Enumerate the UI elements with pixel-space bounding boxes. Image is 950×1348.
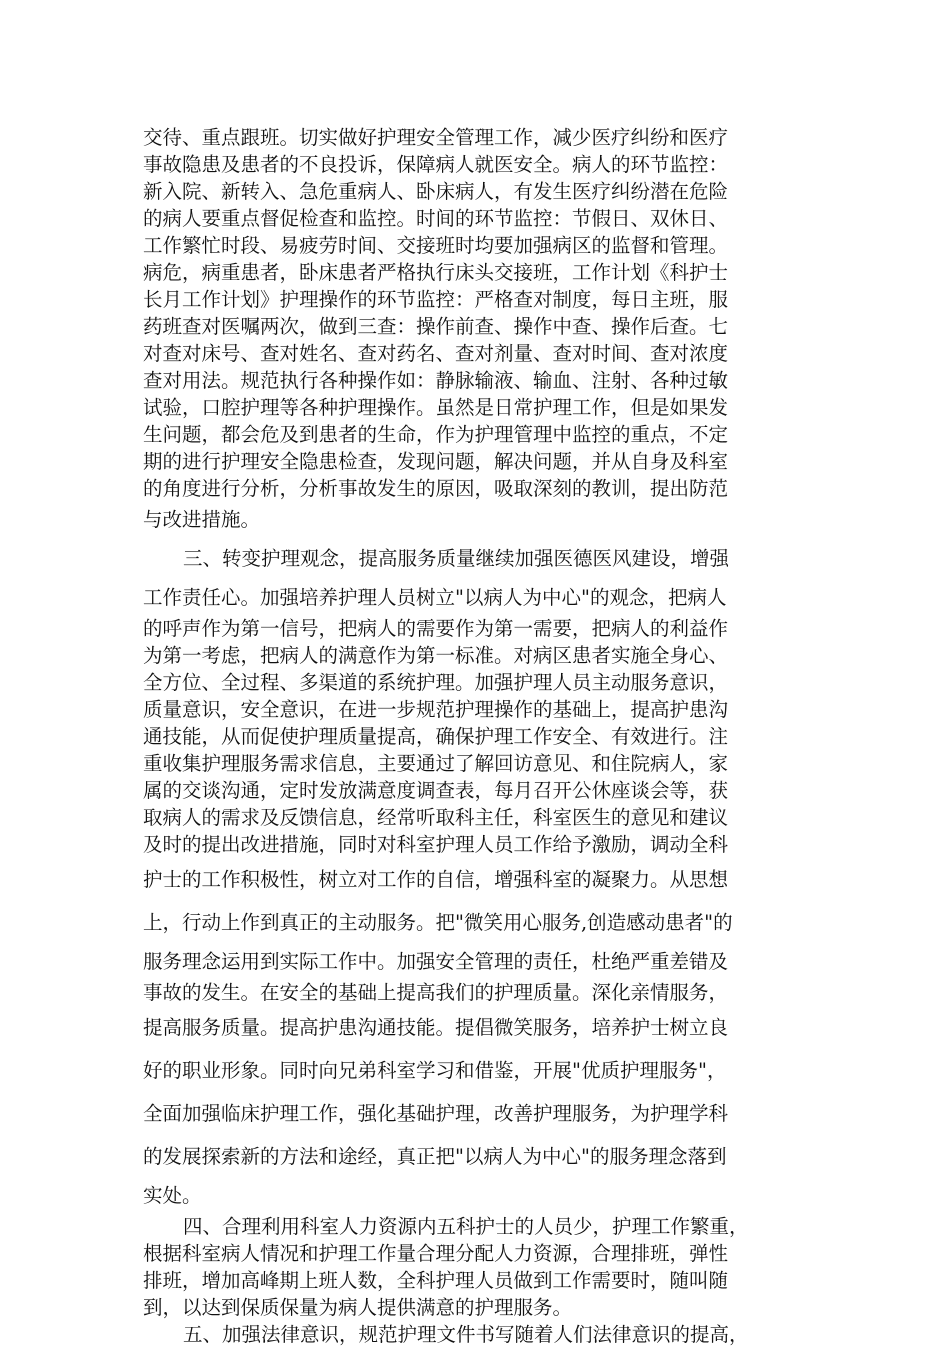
text-line: 为第一考虑，把病人的满意作为第一标准。对病区患者实施全身心、 — [143, 644, 729, 667]
text-line: 对查对床号、查对姓名、查对药名、查对剂量、查对时间、查对浓度 — [143, 342, 729, 365]
document-body — [143, 124, 811, 1348]
text-line: 根据科室病人情况和护理工作量合理分配人力资源，合理排班，弹性 — [143, 1242, 729, 1265]
text-line: 通技能，从而促使护理质量提高，确保护理工作安全、有效进行。注 — [143, 725, 729, 748]
text-line: 病危，病重患者，卧床患者严格执行床头交接班，工作计划《科护士 — [143, 261, 729, 284]
text-line: 工作繁忙时段、易疲劳时间、交接班时均要加强病区的监督和管理。 — [143, 234, 729, 257]
paragraph-heading-3: 三、转变护理观念，提高服务质量继续加强医德医风建设，增强 — [183, 547, 730, 570]
text-line: 与改进措施。 — [143, 508, 261, 531]
text-line: 工作责任心。加强培养护理人员树立"以病人为中心"的观念，把病人 — [143, 586, 727, 609]
text-line: 的病人要重点督促检查和监控。时间的环节监控：节假日、双休日、 — [143, 207, 729, 230]
paragraph-heading-4: 四、合理利用科室人力资源内五科护士的人员少，护理工作繁重， — [183, 1215, 749, 1238]
text-line: 期的进行护理安全隐患检查，发现问题，解决问题，并从自身及科室 — [143, 450, 729, 473]
text-line: 交待、重点跟班。切实做好护理安全管理工作，减少医疗纠纷和医疗 — [143, 126, 729, 149]
text-line: 新入院、新转入、急危重病人、卧床病人，有发生医疗纠纷潜在危险 — [143, 180, 729, 203]
text-line: 服务理念运用到实际工作中。加强安全管理的责任，杜绝严重差错及 — [143, 950, 729, 973]
text-line: 全面加强临床护理工作，强化基础护理，改善护理服务，为护理学科 — [143, 1102, 729, 1125]
text-line: 及时的提出改进措施，同时对科室护理人员工作给予激励，调动全科 — [143, 833, 729, 856]
text-line: 提高服务质量。提高护患沟通技能。提倡微笑服务，培养护士树立良 — [143, 1016, 729, 1039]
text-line: 护士的工作积极性，树立对工作的自信，增强科室的凝聚力。从思想 — [143, 868, 729, 891]
text-line: 重收集护理服务需求信息，主要通过了解回访意见、和住院病人，家 — [143, 752, 729, 775]
paragraph-heading-5: 五、加强法律意识，规范护理文件书写随着人们法律意识的提高， — [183, 1323, 749, 1346]
text-line: 查对用法。规范执行各种操作如：静脉输液、输血、注射、各种过敏 — [143, 369, 729, 392]
text-line: 取病人的需求及反馈信息，经常听取科主任，科室医生的意见和建议 — [143, 806, 729, 829]
text-line: 事故的发生。在安全的基础上提高我们的护理质量。深化亲情服务， — [143, 981, 729, 1004]
text-line: 全方位、全过程、多渠道的系统护理。加强护理人员主动服务意识， — [143, 671, 729, 694]
text-line: 属的交谈沟通，定时发放满意度调查表，每月召开公休座谈会等，获 — [143, 779, 729, 802]
text-line: 的角度进行分析，分析事故发生的原因，吸取深刻的教训，提出防范 — [143, 477, 729, 500]
text-line: 事故隐患及患者的不良投诉，保障病人就医安全。病人的环节监控： — [143, 153, 729, 176]
text-line: 排班，增加高峰期上班人数，全科护理人员做到工作需要时，随叫随 — [143, 1269, 729, 1292]
text-line: 实处。 — [143, 1184, 202, 1207]
text-line: 药班查对医嘱两次，做到三查：操作前查、操作中查、操作后查。七 — [143, 315, 729, 338]
text-line: 试验，口腔护理等各种护理操作。虽然是日常护理工作，但是如果发 — [143, 396, 729, 419]
text-line: 到，以达到保质保量为病人提供满意的护理服务。 — [143, 1296, 573, 1319]
text-line: 的发展探索新的方法和途经，真正把"以病人为中心"的服务理念落到 — [143, 1145, 727, 1168]
text-line: 的呼声作为第一信号，把病人的需要作为第一需要，把病人的利益作 — [143, 617, 729, 640]
text-line: 好的职业形象。同时向兄弟科室学习和借鉴，开展"优质护理服务"， — [143, 1059, 727, 1082]
text-line: 上，行动上作到真正的主动服务。把"微笑用心服务,创造感动患者"的 — [143, 911, 733, 934]
text-line: 生问题，都会危及到患者的生命，作为护理管理中监控的重点，不定 — [143, 423, 729, 446]
text-line: 长月工作计划》护理操作的环节监控：严格查对制度，每日主班，服 — [143, 288, 729, 311]
text-line: 质量意识，安全意识，在进一步规范护理操作的基础上，提高护患沟 — [143, 698, 729, 721]
